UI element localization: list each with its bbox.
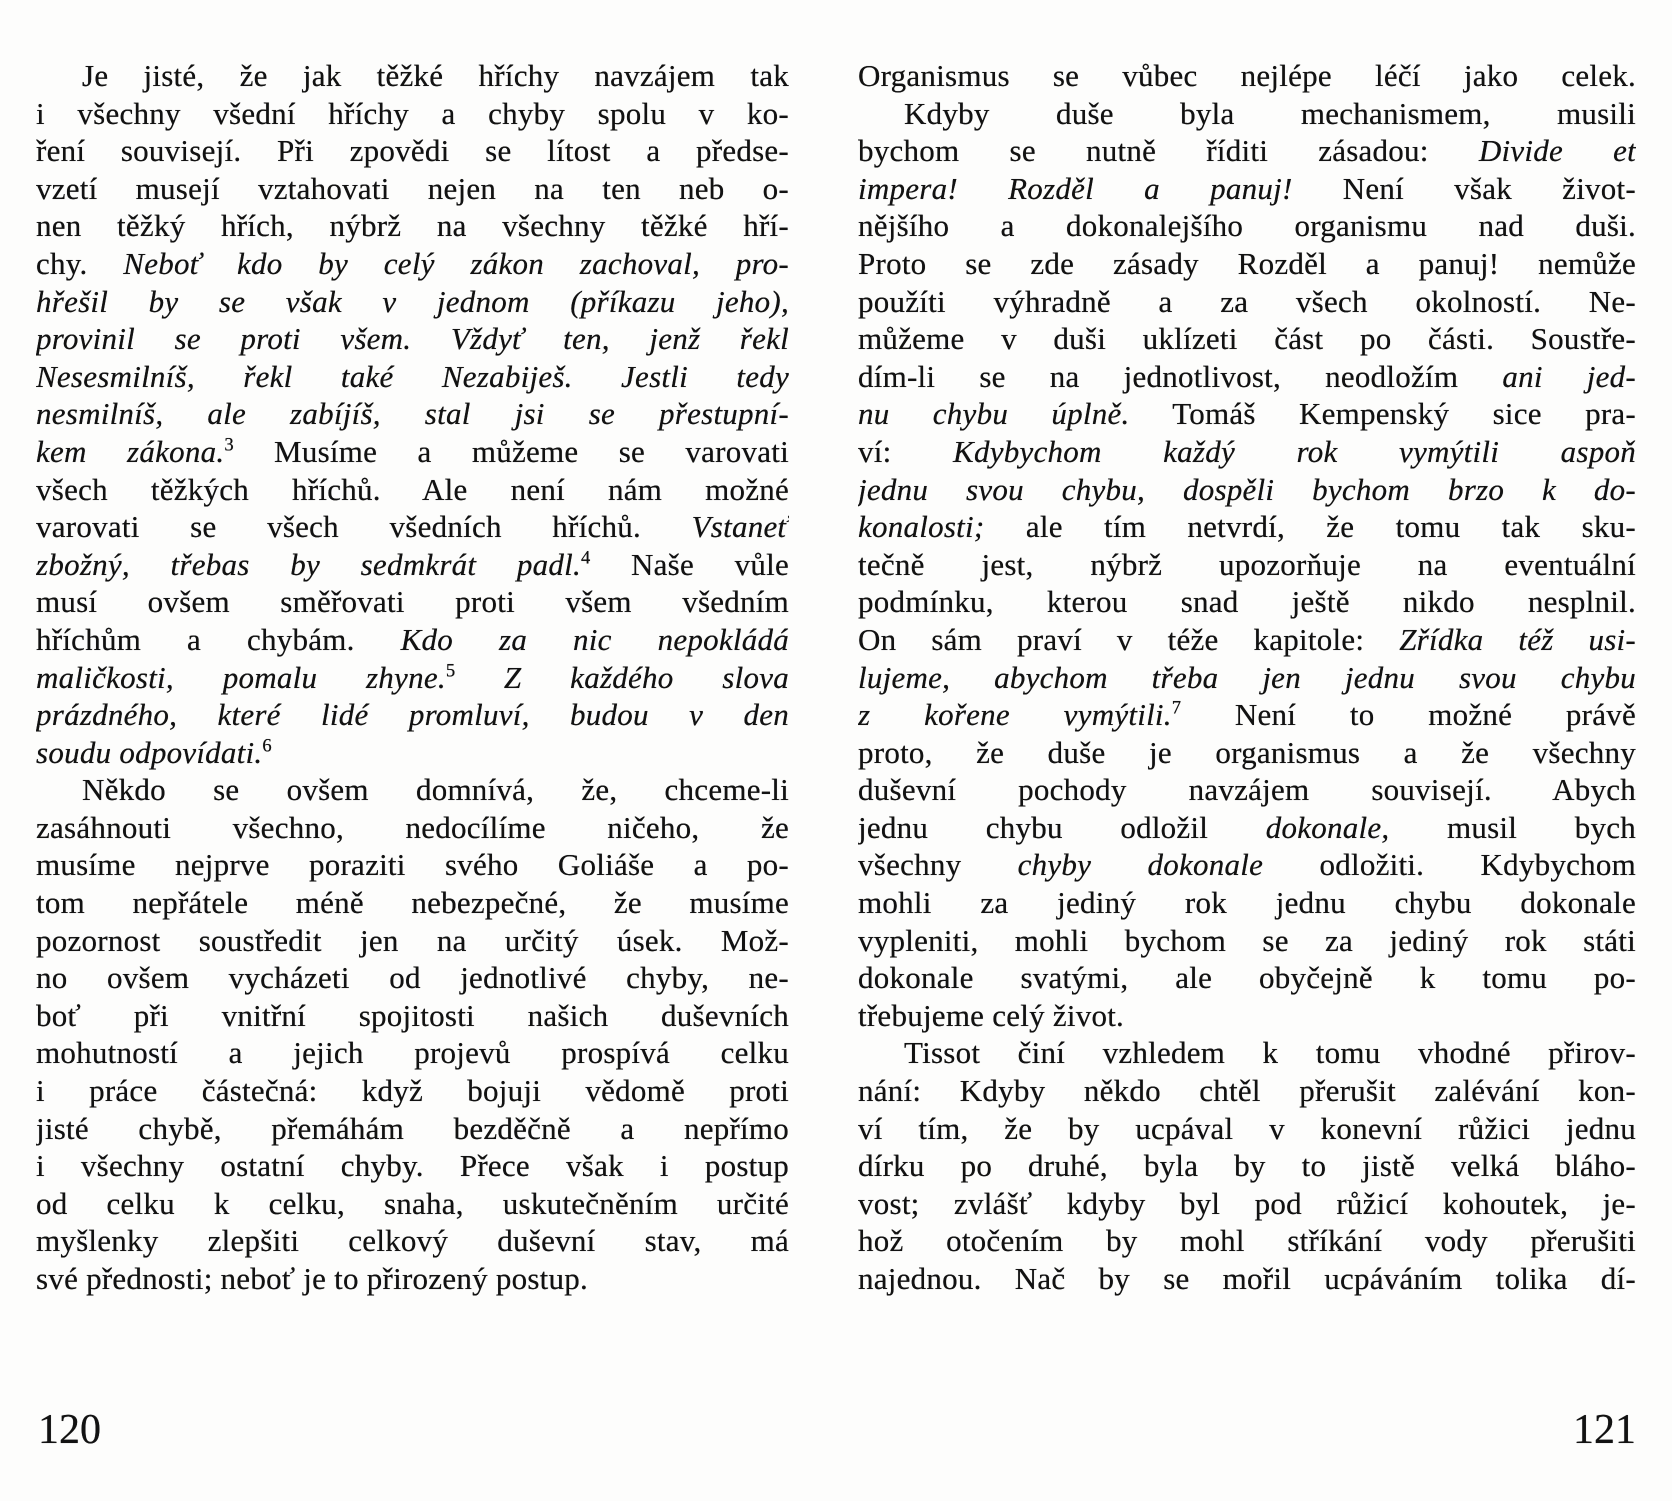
text-line: [36, 57, 789, 95]
text-segment: ví tím, že by ucpával v konevní růžici jednu: [858, 1110, 1636, 1146]
footnote-reference: 7: [1171, 697, 1182, 719]
text-line: [858, 583, 1636, 621]
text-segment: Tissot činí vzhledem k tomu vhodné přirov-: [904, 1035, 1636, 1071]
text-segment: nání: Kdyby někdo chtěl přerušit zalévání kon-: [858, 1073, 1636, 1109]
footnote-reference: 5: [445, 660, 456, 682]
text-line: [858, 245, 1636, 283]
text-line: [36, 508, 789, 546]
text-segment: Organismus se vůbec nejlépe léčí jako celek.: [858, 58, 1636, 93]
text-segment: pozornost soustředit jen na určitý úsek. Mož-: [36, 922, 789, 958]
italic-text-segment: Kdybychom každý rok vymýtili aspoň: [953, 433, 1636, 469]
text-segment: vost; zvlášť kdyby byl pod růžicí kohoutek, je-: [858, 1185, 1636, 1221]
italic-text-segment: z kořene vymýtili.: [858, 697, 1172, 733]
text-segment: i všechny všední hříchy a chyby spolu v ko-: [36, 95, 789, 131]
text-segment: musil bych: [1389, 809, 1636, 845]
text-line: [858, 95, 1636, 133]
text-segment: Není to možné právě: [1181, 697, 1636, 733]
text-segment: nějšího a dokonalejšího organismu nad duši.: [858, 208, 1636, 244]
italic-text-segment: Vstaneť: [691, 509, 789, 545]
text-line: [858, 57, 1636, 95]
text-segment: Proto se zde zásady Rozděl a panuj! nemůže: [858, 245, 1636, 281]
text-line: [858, 1034, 1636, 1072]
text-segment: dokonale svatými, ale obyčejně k tomu po-: [858, 960, 1636, 996]
text-line: [36, 1260, 789, 1298]
text-line: [36, 471, 789, 509]
text-segment: vzetí musejí vztahovati nejen na ten neb o-: [36, 170, 789, 206]
text-segment: můžeme v duši uklízeti část po části. Soustře-: [858, 321, 1636, 357]
text-line: [36, 696, 789, 734]
text-line: [36, 959, 789, 997]
page-number-right: 121: [1573, 1407, 1636, 1453]
italic-text-segment: soudu odpovídati.: [36, 734, 263, 770]
text-segment: Tomáš Kempenský sice pra-: [1129, 396, 1636, 432]
text-line: [858, 508, 1636, 546]
italic-text-segment: ani jed-: [1502, 358, 1636, 394]
text-segment: myšlenky zlepšiti celkový duševní stav, má: [36, 1223, 789, 1259]
text-segment: boť při vnitřní spojitosti našich duševních: [36, 997, 789, 1033]
italic-text-segment: zbožný, třebas by sedmkrát padl.: [36, 546, 582, 582]
text-line: [858, 1222, 1636, 1260]
text-line: [36, 358, 789, 396]
text-segment: podmínku, kterou snad ještě nikdo nesplnil.: [858, 584, 1636, 620]
text-segment: no ovšem vycházeti od jednotlivé chyby, ne-: [36, 960, 789, 996]
text-line: [858, 283, 1636, 321]
text-segment: dím-li se na jednotlivost, neodložím: [858, 358, 1503, 394]
text-segment: zasáhnouti všechno, nedocílíme ničeho, že: [36, 809, 789, 845]
text-line: [36, 395, 789, 433]
text-segment: tečně jest, nýbrž upozorňuje na eventuální: [858, 546, 1636, 582]
text-segment: bychom se nutně říditi zásadou:: [858, 133, 1479, 169]
text-segment: vypleniti, mohli bychom se za jediný rok státi: [858, 922, 1636, 958]
text-segment: mohli za jediný rok jednu chybu dokonale: [858, 885, 1636, 921]
text-line: [36, 1034, 789, 1072]
text-segment: i všechny ostatní chyby. Přece však i postup: [36, 1148, 789, 1184]
text-line: [36, 320, 789, 358]
text-line: [858, 395, 1636, 433]
text-segment: jisté chybě, přemáhám bezděčně a nepřímo: [36, 1110, 789, 1146]
text-line: [858, 1110, 1636, 1148]
text-line: [858, 959, 1636, 997]
text-line: [36, 433, 789, 471]
text-segment: duševní pochody navzájem souvisejí. Abych: [858, 772, 1636, 808]
text-line: [858, 997, 1636, 1035]
footnote-reference: 4: [581, 547, 591, 569]
text-line: [36, 546, 789, 584]
text-line: [36, 583, 789, 621]
text-line: [858, 922, 1636, 960]
text-line: [36, 809, 789, 847]
italic-text-segment: konalosti;: [858, 509, 985, 545]
text-line: [36, 621, 789, 659]
text-segment: dírku po druhé, byla by to jistě velká bláho-: [858, 1148, 1636, 1184]
text-segment: musí ovšem směřovati proti všem všedním: [36, 584, 789, 620]
text-line: [858, 696, 1636, 734]
text-line: [858, 734, 1636, 772]
text-segment: i práce částečná: když bojuji vědomě proti: [36, 1073, 789, 1109]
text-line: [858, 471, 1636, 509]
page-right-text: [858, 57, 1636, 1298]
italic-text-segment: prázdného, které lidé promluví, budou v den: [36, 697, 789, 733]
text-segment: hož otočením by mohl stříkání vody přerušiti: [858, 1223, 1636, 1259]
italic-text-segment: dokonale,: [1265, 809, 1390, 845]
text-line: [858, 771, 1636, 809]
text-line: [858, 170, 1636, 208]
text-segment: najednou. Nač by se mořil ucpáváním tolika dí-: [858, 1261, 1636, 1296]
text-line: [858, 320, 1636, 358]
text-segment: tom nepřátele méně nebezpečné, že musíme: [36, 885, 789, 921]
text-line: [36, 659, 789, 697]
text-line: [36, 884, 789, 922]
text-segment: hříchům a chybám.: [36, 621, 401, 657]
text-line: [36, 997, 789, 1035]
page-left-text: [36, 57, 789, 1298]
text-line: [858, 546, 1636, 584]
text-line: [36, 207, 789, 245]
text-line: [858, 1260, 1636, 1298]
text-segment: ření souvisejí. Při zpovědi se lítost a předse-: [36, 133, 789, 169]
text-segment: Kdyby duše byla mechanismem, musili: [904, 95, 1636, 131]
text-segment: chy.: [36, 245, 124, 281]
text-segment: své přednosti; neboť je to přirozený postup.: [36, 1261, 589, 1296]
text-segment: Je jisté, že jak těžké hříchy navzájem tak: [82, 58, 789, 93]
italic-text-segment: kem zákona.: [36, 433, 225, 469]
text-line: [36, 132, 789, 170]
text-line: [36, 170, 789, 208]
text-line: [36, 846, 789, 884]
text-line: [36, 1185, 789, 1223]
text-segment: On sám praví v téže kapitole:: [858, 621, 1400, 657]
text-segment: Někdo se ovšem domnívá, že, chceme-li: [82, 772, 789, 808]
text-line: [36, 1147, 789, 1185]
text-line: [36, 922, 789, 960]
italic-text-segment: Z každého slova: [455, 659, 789, 695]
text-segment: Musíme a můžeme se varovati: [233, 433, 789, 469]
italic-text-segment: jednu svou chybu, dospěli bychom brzo k do-: [858, 471, 1636, 507]
italic-text-segment: Kdo za nic nepokládá: [400, 621, 789, 657]
text-segment: Není však život-: [1292, 170, 1636, 206]
text-segment: musíme nejprve poraziti svého Goliáše a po-: [36, 847, 789, 883]
italic-text-segment: nesmilníš, ale zabíjíš, stal jsi se přestupní-: [36, 396, 789, 432]
italic-text-segment: Zřídka též usi-: [1399, 621, 1636, 657]
text-line: [36, 1222, 789, 1260]
text-segment: proto, že duše je organismus a že všechny: [858, 734, 1636, 770]
italic-text-segment: chyby dokonale: [1017, 847, 1264, 883]
text-line: [858, 846, 1636, 884]
text-segment: použíti výhradně a za všech okolností. Ne-: [858, 283, 1636, 319]
italic-text-segment: nu chybu úplně.: [858, 396, 1130, 432]
text-line: [858, 207, 1636, 245]
text-segment: varovati se všech všedních hříchů.: [36, 509, 692, 545]
text-line: [858, 1072, 1636, 1110]
text-line: [36, 245, 789, 283]
text-line: [858, 132, 1636, 170]
text-line: [858, 809, 1636, 847]
text-line: [36, 771, 789, 809]
text-segment: všechny: [858, 847, 1018, 883]
text-line: [36, 283, 789, 321]
text-line: [858, 659, 1636, 697]
footnote-reference: 3: [224, 434, 234, 456]
text-line: [36, 734, 789, 772]
text-segment: ví:: [858, 433, 954, 469]
italic-text-segment: lujeme, abychom třeba jen jednu svou chybu: [858, 659, 1636, 695]
italic-text-segment: Divide et: [1478, 133, 1636, 169]
text-line: [36, 1110, 789, 1148]
text-segment: třebujeme celý život.: [858, 997, 1125, 1033]
text-segment: mohutností a jejich projevů prospívá celku: [36, 1035, 789, 1071]
italic-text-segment: Nesesmilníš, řekl také Nezabiješ. Jestli tedy: [36, 358, 789, 394]
italic-text-segment: hřešil by se však v jednom (příkazu jeho),: [36, 283, 789, 319]
text-line: [36, 95, 789, 133]
text-line: [36, 1072, 789, 1110]
text-line: [858, 1185, 1636, 1223]
text-line: [858, 621, 1636, 659]
text-segment: ale tím netvrdí, že tomu tak sku-: [984, 509, 1636, 545]
footnote-reference: 6: [262, 735, 272, 757]
text-line: [858, 884, 1636, 922]
page-left: [36, 57, 789, 1298]
italic-text-segment: impera! Rozděl a panuj!: [858, 170, 1293, 206]
page-right: [858, 57, 1636, 1298]
text-segment: Naše vůle: [590, 546, 789, 582]
italic-text-segment: provinil se proti všem. Vždyť ten, jenž řekl: [36, 321, 789, 357]
italic-text-segment: maličkosti, pomalu zhyne.: [36, 659, 446, 695]
text-line: [858, 1147, 1636, 1185]
text-segment: jednu chybu odložil: [858, 809, 1266, 845]
page-number-left: 120: [38, 1407, 101, 1453]
text-segment: nen těžký hřích, nýbrž na všechny těžké hří-: [36, 208, 789, 244]
text-segment: odložiti. Kdybychom: [1263, 847, 1636, 883]
text-segment: od celku k celku, snaha, uskutečněním určité: [36, 1185, 789, 1221]
text-line: [858, 433, 1636, 471]
italic-text-segment: Neboť kdo by celý zákon zachoval, pro-: [123, 245, 789, 281]
text-line: [858, 358, 1636, 396]
text-segment: všech těžkých hříchů. Ale není nám možné: [36, 471, 789, 507]
